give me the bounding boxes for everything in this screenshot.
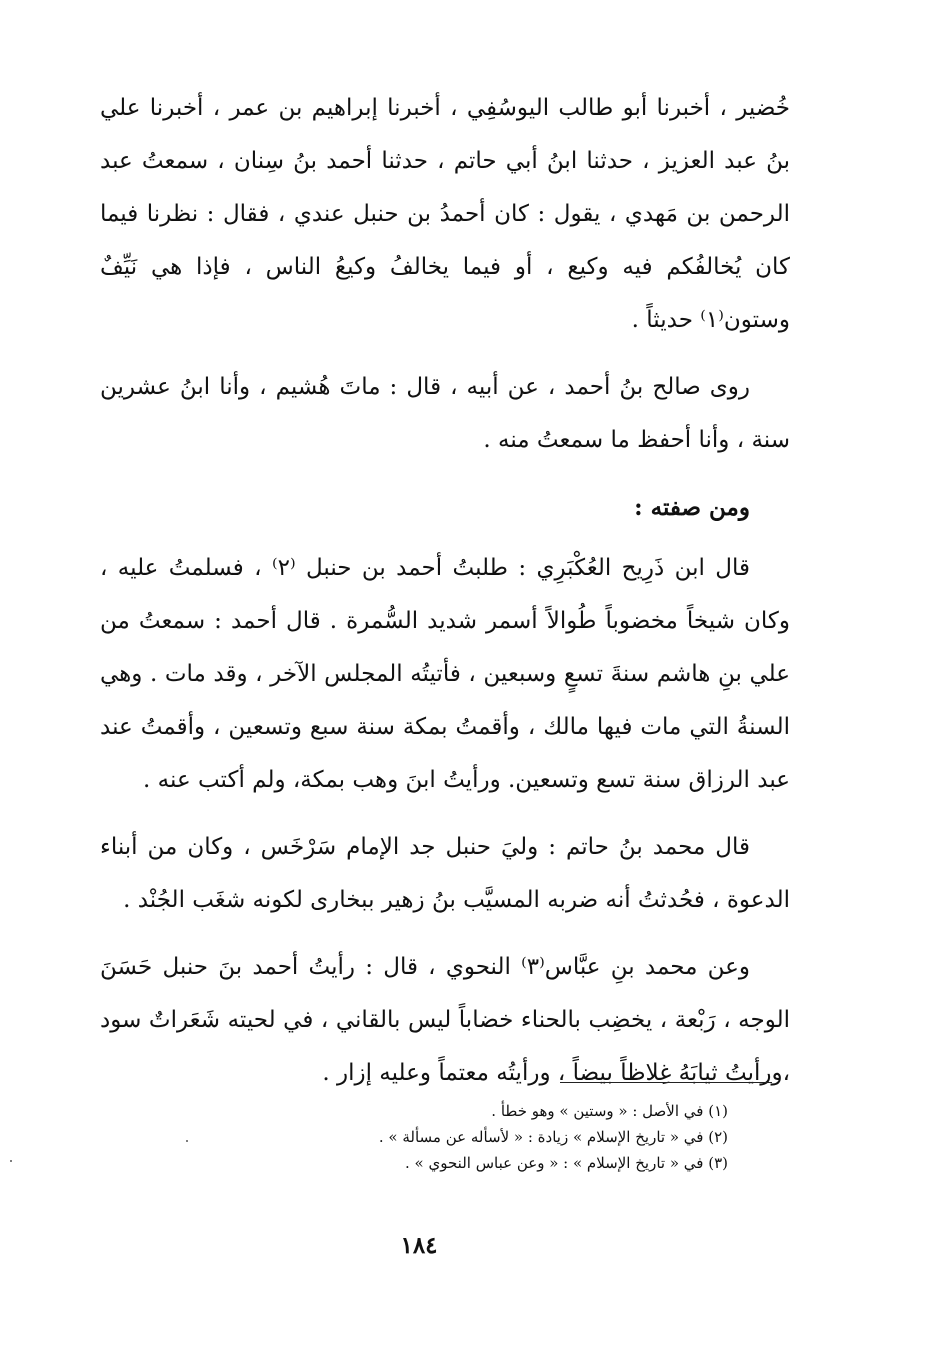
section-heading: ومن صفته :: [634, 494, 750, 521]
paragraph-ibn-dharih: قال ابن ذَرِيح العُكْبَرِي : طلبتُ أحمد بن حنبل ⁽٢⁾ ، فسلمتُ عليه ، وكان شيخاً مخضوباً طُوالاً أسمر شديد السُّمرة . قال أحمد : سمعتُ من علي بنِ هاشم سنةَ تسعٍ وسبعين ، فأتيتُه المجلس الآخر ، وقد مات . وهي السنةُ التي مات فيها مالك ، وأقمتُ بمكة سنة سبع وتسعين ، وأقمتُ عند عبد الرزاق سنة تسع وتسعين. ورأيتُ ابنَ وهب بمكة، ولم أكتب عنه .: [100, 555, 790, 793]
paragraph-muhammad-abbas: وعن محمد بنِ عبَّاس⁽٣⁾ النحوي ، قال : رأيتُ أحمد بنَ حنبل حَسَنَ الوجه ، رَبْعة ، يخضِب بالحناء خضاباً ليس بالقاني ، في لحيته شَعَراتٌ سود ،ورأيتُ ثيابَهُ غِلاظاً بيضاً ، ورأيتُه معتماً وعليه إزار .: [100, 954, 790, 1086]
scan-speck: [10, 1160, 12, 1162]
scan-speck: [186, 1140, 188, 1142]
footnote-2: (٢) في « تاريخ الإسلام » زيادة : « لأسأله عن مسألة » .: [378, 1128, 728, 1146]
footnote-1: (١) في الأصل : « وستين » وهو خطأ .: [491, 1102, 728, 1120]
footnotes: [200, 1098, 728, 1176]
paragraph-muhammad-hatim: قال محمد بنُ حاتم : وليَ حنبل جد الإمام سَرْخَس ، وكان من أبناء الدعوة ، فحُدثتُ أنه ضربه المسيَّب بنُ زهير ببخارى لكونه شغَب الجُنْد .: [100, 834, 790, 913]
page-number: ١٨٤: [400, 1232, 438, 1259]
paragraph-isnad: خُضير ، أخبرنا أبو طالب اليوسُفِي ، أخبرنا إبراهيم بن عمر ، أخبرنا علي بنُ عبد العزيز ، حدثنا ابنُ أبي حاتم ، حدثنا أحمد بنُ سِنان ، سمعتُ عبد الرحمن بن مَهدي ، يقول : كان أحمدُ بن حنبل عندي ، فقال : نظرنا فيما كان يُخالفُكم فيه وكيع ، أو فيما يخالفُ وكيعُ الناس ، فإذا هي نَيِّفٌ وستون⁽١⁾ حديثاً .: [100, 95, 790, 333]
paragraph-salih: روى صالح بنُ أحمد ، عن أبيه ، قال : ماتَ هُشيم ، وأنا ابنُ عشرين سنة ، وأنا أحفظ ما سمعتُ منه .: [100, 374, 790, 453]
footnote-3: (٣) في « تاريخ الإسلام » : « وعن عباس النحوي » .: [405, 1154, 728, 1172]
footnote-separator: [560, 1082, 772, 1083]
page-body: [100, 82, 790, 1114]
